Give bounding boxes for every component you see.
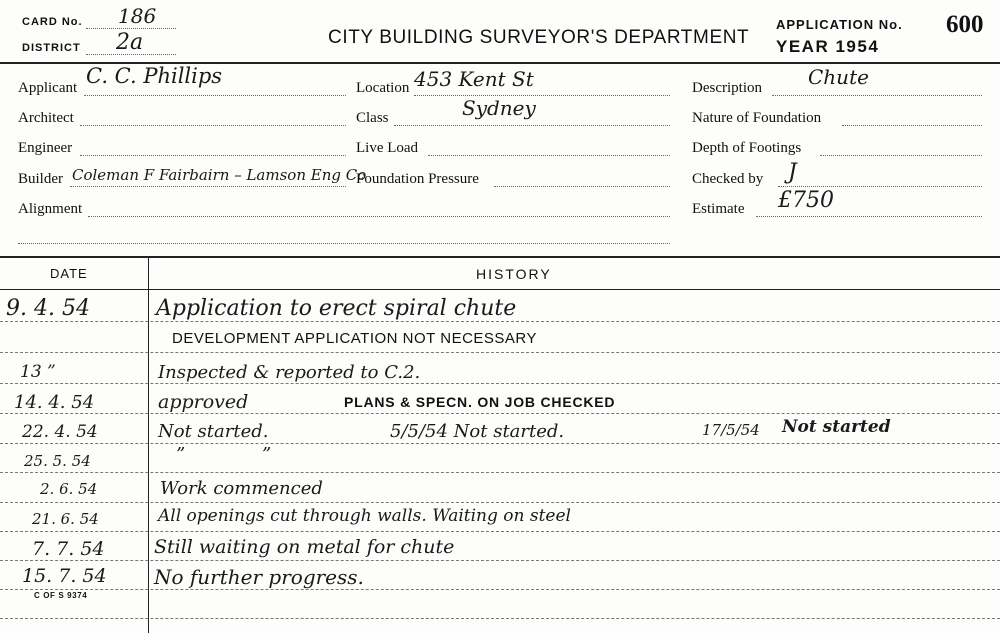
card-no-label: CARD No.: [22, 16, 83, 28]
history-row-date: 13 ”: [20, 362, 56, 382]
history-row-date: 15. 7. 54: [22, 565, 107, 587]
history-row-entry: Inspected & reported to C.2.: [158, 362, 421, 383]
history-row-entry: approved: [158, 391, 249, 413]
applicant-label: Applicant: [18, 80, 78, 96]
district-value: 2a: [116, 30, 144, 55]
architect-label: Architect: [18, 110, 74, 126]
live-load-label: Live Load: [356, 140, 419, 156]
history-row-entry: Still waiting on metal for chute: [154, 536, 455, 558]
history-row-entry-2: ”: [262, 444, 272, 465]
checked-by-label: Checked by: [692, 171, 764, 187]
class-label: Class: [356, 110, 389, 126]
history-row-entry-4: Not started: [782, 417, 891, 437]
class-value: Sydney: [462, 96, 536, 120]
engineer-label: Engineer: [18, 140, 73, 156]
history-row-entry: Not started.: [158, 421, 269, 442]
history-row-date: 25. 5. 54: [24, 452, 91, 470]
location-label: Location: [356, 80, 410, 96]
applicant-value: C. C. Phillips: [86, 64, 223, 88]
application-no-label: APPLICATION No.: [776, 17, 903, 32]
depth-of-footings-label: Depth of Footings: [692, 140, 802, 156]
history-row-entry: Application to erect spiral chute: [156, 296, 517, 321]
plans-checked-stamp: PLANS & SPECN. ON JOB CHECKED: [344, 394, 616, 410]
estimate-value: £750: [778, 188, 834, 213]
builder-label: Builder: [18, 171, 63, 187]
history-row-entry-2: 5/5/54 Not started.: [390, 421, 565, 442]
history-row-entry: No further progress.: [154, 565, 364, 589]
history-row-entry: ”: [176, 444, 186, 465]
history-row-date: 9. 4. 54: [6, 296, 90, 321]
description-label: Description: [692, 80, 762, 96]
nature-of-foundation-label: Nature of Foundation: [692, 110, 822, 126]
description-value: Chute: [808, 65, 869, 89]
history-row-entry: Work commenced: [160, 478, 323, 499]
location-value: 453 Kent St: [414, 67, 534, 91]
builder-value: Coleman F Fairbairn – Lamson Eng Co: [72, 166, 367, 184]
year-label: YEAR 1954: [776, 37, 880, 56]
history-row-date: 22. 4. 54: [22, 422, 98, 442]
foundation-pressure-label: Foundation Pressure: [356, 171, 479, 187]
estimate-label: Estimate: [692, 201, 745, 217]
history-row-entry: All openings cut through walls. Waiting on steel: [158, 506, 571, 526]
history-row-date: 21. 6. 54: [32, 510, 99, 528]
application-no-value: 600: [946, 11, 984, 38]
development-application-stamp: DEVELOPMENT APPLICATION NOT NECESSARY: [172, 330, 537, 347]
card-no-value: 186: [118, 4, 157, 28]
history-column-header: HISTORY: [476, 266, 552, 282]
history-row-entry-3: 17/5/54: [702, 421, 760, 439]
department-title: CITY BUILDING SURVEYOR'S DEPARTMENT: [328, 27, 750, 48]
form-code: C OF S 9374: [34, 591, 88, 600]
checked-by-value: J: [788, 160, 797, 185]
district-label: DISTRICT: [22, 42, 81, 54]
history-row-date: 7. 7. 54: [32, 538, 105, 560]
alignment-label: Alignment: [18, 201, 83, 217]
history-row-date: 2. 6. 54: [40, 480, 98, 498]
date-column-header: DATE: [50, 266, 88, 281]
history-row-date: 14. 4. 54: [14, 392, 95, 413]
